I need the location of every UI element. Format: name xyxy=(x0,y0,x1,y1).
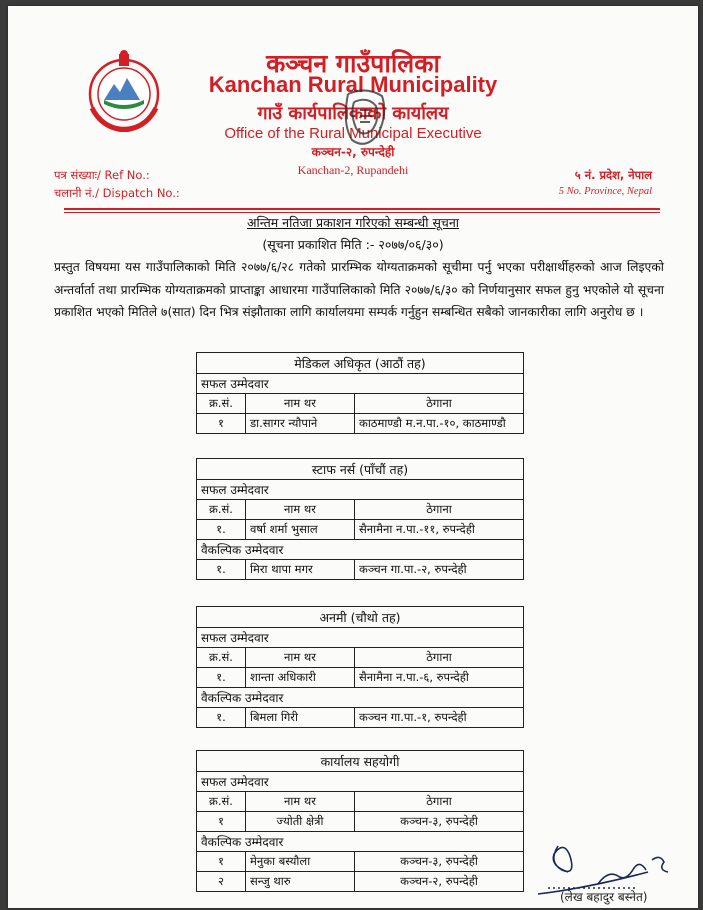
office-name-en: Office of the Rural Municipal Executive xyxy=(224,125,482,142)
header-rule-thin xyxy=(64,212,660,213)
group-label-alternate: वैकल्पिक उम्मेदवार xyxy=(197,540,524,560)
table-title: स्टाफ नर्स (पाँचौं तह) xyxy=(197,459,524,480)
municipality-name-en: Kanchan Rural Municipality xyxy=(208,72,498,97)
notice-body: प्रस्तुत विषयमा यस गाउँपालिकाको मिति २०७७/६/२८ गतेको प्रारम्भिक योग्यताक्रमको सूचीमा पर्नु भएका परीक्षार्थीहरुको आज लिइएको अन्तर्वार्ता तथा प्रारम्भिक योग्यताक्रमको प्राप्ताङ्का आधारमा गाउँपालिकाको मिति २०७७/६/३० को निर्णयानुसार सफल हुनु भएकोले यो सूचना प्रकाशित भएको मितिले ७(सात) दिन भित्र संझौताका लागि कार्यालयमा सम्पर्क गर्नुहुन सम्बन्धित सबैको जानकारीका लागि अनुरोध छ । xyxy=(54,260,664,319)
province-en: 5 No. Province, Nepal xyxy=(558,186,652,197)
table-title: अनमी (चौथो तह) xyxy=(197,607,524,628)
table-row: १ डा.सागर न्यौपाने काठमाण्डौ म.न.पा.-१०, काठमाण्डौ xyxy=(197,414,524,434)
results-table-office-assistant xyxy=(196,750,524,892)
table-row: १ ज्योती क्षेत्री कञ्चन-३, रुपन्देही xyxy=(197,812,524,832)
group-label-alternate: वैकल्पिक उम्मेदवार xyxy=(197,688,524,708)
group-label-successful: सफल उम्मेदवार xyxy=(197,480,524,500)
table-row: १. बिमला गिरी कञ्चन गा.पा.-१, रुपन्देही xyxy=(197,708,524,728)
address-en: Kanchan-2, Rupandehi xyxy=(297,163,409,177)
table-row: २ सन्जु थारु कञ्चन-२, रुपन्देही xyxy=(197,872,524,892)
col-address: ठेगाना xyxy=(355,394,524,414)
col-sn: क्र.सं. xyxy=(197,394,246,414)
document-page xyxy=(8,6,698,908)
col-name: नाम थर xyxy=(246,500,355,520)
notice-published-date: (सूचना प्रकाशित मिति :- २०७७/०६/३०) xyxy=(262,237,444,252)
address-np: कञ्चन-२, रुपन्देही xyxy=(311,145,395,159)
notice-subject: अन्तिम नतिजा प्रकाशन गरिएको सम्बन्धी सूचना xyxy=(246,215,460,230)
col-sn: क्र.सं. xyxy=(197,792,246,812)
col-sn: क्र.सं. xyxy=(197,648,246,668)
group-label-alternate: वैकल्पिक उम्मेदवार xyxy=(197,832,524,852)
header-rule xyxy=(64,208,660,210)
ink-stamp-icon xyxy=(338,84,393,154)
table-title: मेडिकल अधिकृत (आठौं तह) xyxy=(197,353,524,374)
table-row: १ मेनुका बस्यौला कञ्चन-३, रुपन्देही xyxy=(197,852,524,872)
dispatch-no-label: चलानी नं./ Dispatch No.: xyxy=(54,186,180,200)
col-name: नाम थर xyxy=(246,792,355,812)
group-label-successful: सफल उम्मेदवार xyxy=(197,772,524,792)
ref-no-label: पत्र संख्याः/ Ref No.: xyxy=(54,168,150,182)
group-label-successful: सफल उम्मेदवार xyxy=(197,628,524,648)
municipality-name-np: कञ्चन गाउँपालिका xyxy=(266,49,440,78)
province-np: ५ नं. प्रदेश, नेपाल xyxy=(574,168,652,182)
results-table-staff-nurse xyxy=(196,458,524,580)
col-address: ठेगाना xyxy=(355,792,524,812)
col-address: ठेगाना xyxy=(355,500,524,520)
table-row: १. शान्ता अधिकारी सैनामैना न.पा.-६, रुपन्देही xyxy=(197,668,524,688)
results-table-anm xyxy=(196,606,524,728)
table-row: १. वर्षा शर्मा भुसाल सैनामैना न.पा.-११, रुपन्देही xyxy=(197,520,524,540)
office-name-np: गाउँ कार्यपालिकाको कार्यालय xyxy=(257,103,449,124)
table-title: कार्यालय सहयोगी xyxy=(197,751,524,772)
group-label-successful: सफल उम्मेदवार xyxy=(197,374,524,394)
col-name: नाम थर xyxy=(246,648,355,668)
col-name: नाम थर xyxy=(246,394,355,414)
table-row: १. मिरा थापा मगर कञ्चन गा.पा.-२, रुपन्देही xyxy=(197,560,524,580)
results-table-medical-officer xyxy=(196,352,524,434)
col-address: ठेगाना xyxy=(355,648,524,668)
col-sn: क्र.सं. xyxy=(197,500,246,520)
signatory-name: (लेख बहादुर बस्नेत) xyxy=(560,890,648,904)
